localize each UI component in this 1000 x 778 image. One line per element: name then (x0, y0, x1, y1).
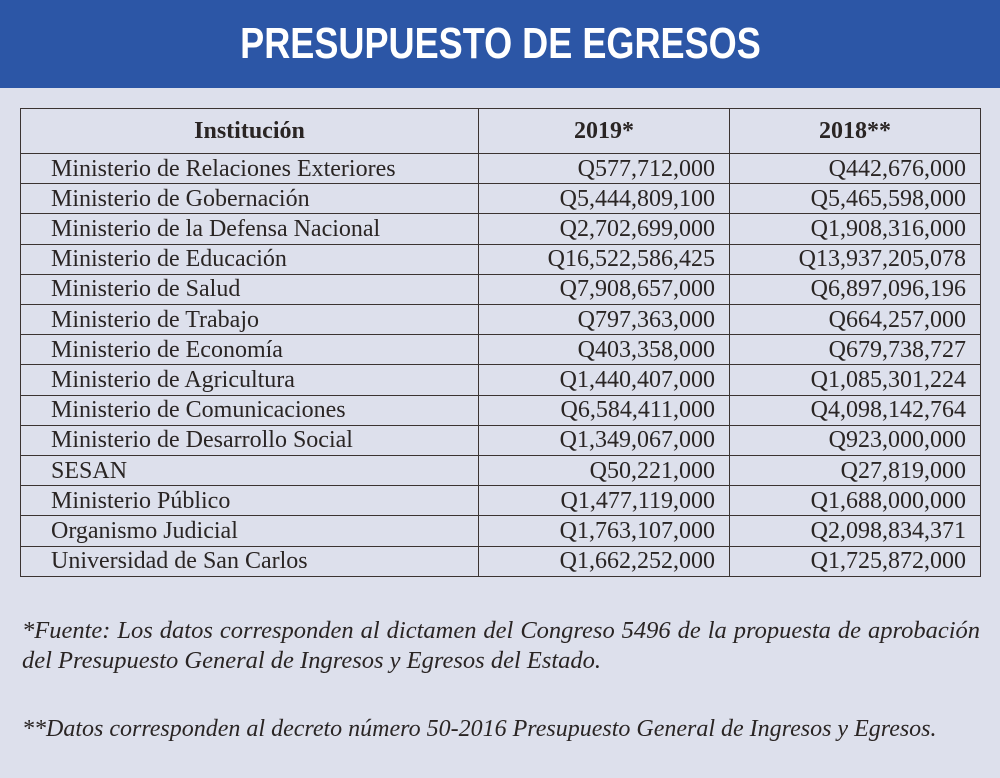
table-row (21, 425, 981, 455)
cell-2019: Q1,440,407,000 (479, 365, 730, 395)
cell-2019: Q2,702,699,000 (479, 214, 730, 244)
cell-institution: Ministerio de Comunicaciones (21, 395, 479, 425)
cell-institution: Ministerio de Trabajo (21, 305, 479, 335)
table-body (21, 154, 981, 577)
budget-table (20, 108, 981, 577)
table-row (21, 456, 981, 486)
cell-2018: Q442,676,000 (730, 154, 981, 184)
table-row (21, 305, 981, 335)
table-row (21, 154, 981, 184)
cell-institution: Organismo Judicial (21, 516, 479, 546)
cell-2018: Q1,688,000,000 (730, 486, 981, 516)
cell-2018: Q1,908,316,000 (730, 214, 981, 244)
cell-institution: Ministerio de Educación (21, 244, 479, 274)
cell-institution: Ministerio de Desarrollo Social (21, 425, 479, 455)
footnotes (22, 616, 980, 744)
cell-2019: Q1,662,252,000 (479, 546, 730, 576)
table-row (21, 244, 981, 274)
cell-2018: Q923,000,000 (730, 425, 981, 455)
cell-2018: Q664,257,000 (730, 305, 981, 335)
header-2019: 2019* (479, 109, 730, 154)
cell-institution: Ministerio de Salud (21, 274, 479, 304)
cell-2019: Q7,908,657,000 (479, 274, 730, 304)
footnote-2018-source: **Datos corresponden al decreto número 50-2016 Presupuesto General de Ingresos y Egresos. (22, 716, 937, 742)
cell-institution: Ministerio de Economía (21, 335, 479, 365)
table-row (21, 546, 981, 576)
cell-institution: Ministerio Público (21, 486, 479, 516)
cell-2019: Q50,221,000 (479, 456, 730, 486)
cell-2018: Q4,098,142,764 (730, 395, 981, 425)
cell-2019: Q577,712,000 (479, 154, 730, 184)
cell-institution: Universidad de San Carlos (21, 546, 479, 576)
table-row (21, 274, 981, 304)
table-row (21, 184, 981, 214)
cell-2019: Q16,522,586,425 (479, 244, 730, 274)
cell-2019: Q1,477,119,000 (479, 486, 730, 516)
cell-institution: Ministerio de Agricultura (21, 365, 479, 395)
cell-2018: Q6,897,096,196 (730, 274, 981, 304)
header-2018: 2018** (730, 109, 981, 154)
table-row (21, 395, 981, 425)
cell-2018: Q27,819,000 (730, 456, 981, 486)
header-institution: Institución (21, 109, 479, 154)
footnote-2019-source: *Fuente: Los datos corresponden al dictamen del Congreso 5496 de la propuesta de aprobación del Presupuesto General de Ingresos y Egresos del Estado. (22, 617, 980, 674)
table-row (21, 365, 981, 395)
cell-institution: Ministerio de Gobernación (21, 184, 479, 214)
cell-2018: Q5,465,598,000 (730, 184, 981, 214)
table-row (21, 486, 981, 516)
table-row (21, 214, 981, 244)
cell-2018: Q1,725,872,000 (730, 546, 981, 576)
cell-2019: Q403,358,000 (479, 335, 730, 365)
table-row (21, 516, 981, 546)
cell-institution: Ministerio de la Defensa Nacional (21, 214, 479, 244)
cell-2019: Q797,363,000 (479, 305, 730, 335)
page-title: PRESUPUESTO DE EGRESOS (239, 19, 761, 68)
cell-2019: Q5,444,809,100 (479, 184, 730, 214)
cell-2018: Q2,098,834,371 (730, 516, 981, 546)
table-header-row (21, 109, 981, 154)
title-banner (0, 0, 1000, 88)
cell-2018: Q679,738,727 (730, 335, 981, 365)
cell-2019: Q1,763,107,000 (479, 516, 730, 546)
cell-2019: Q6,584,411,000 (479, 395, 730, 425)
table-row (21, 335, 981, 365)
cell-2018: Q1,085,301,224 (730, 365, 981, 395)
budget-table-container (20, 108, 980, 577)
cell-institution: SESAN (21, 456, 479, 486)
cell-2019: Q1,349,067,000 (479, 425, 730, 455)
cell-2018: Q13,937,205,078 (730, 244, 981, 274)
cell-institution: Ministerio de Relaciones Exteriores (21, 154, 479, 184)
